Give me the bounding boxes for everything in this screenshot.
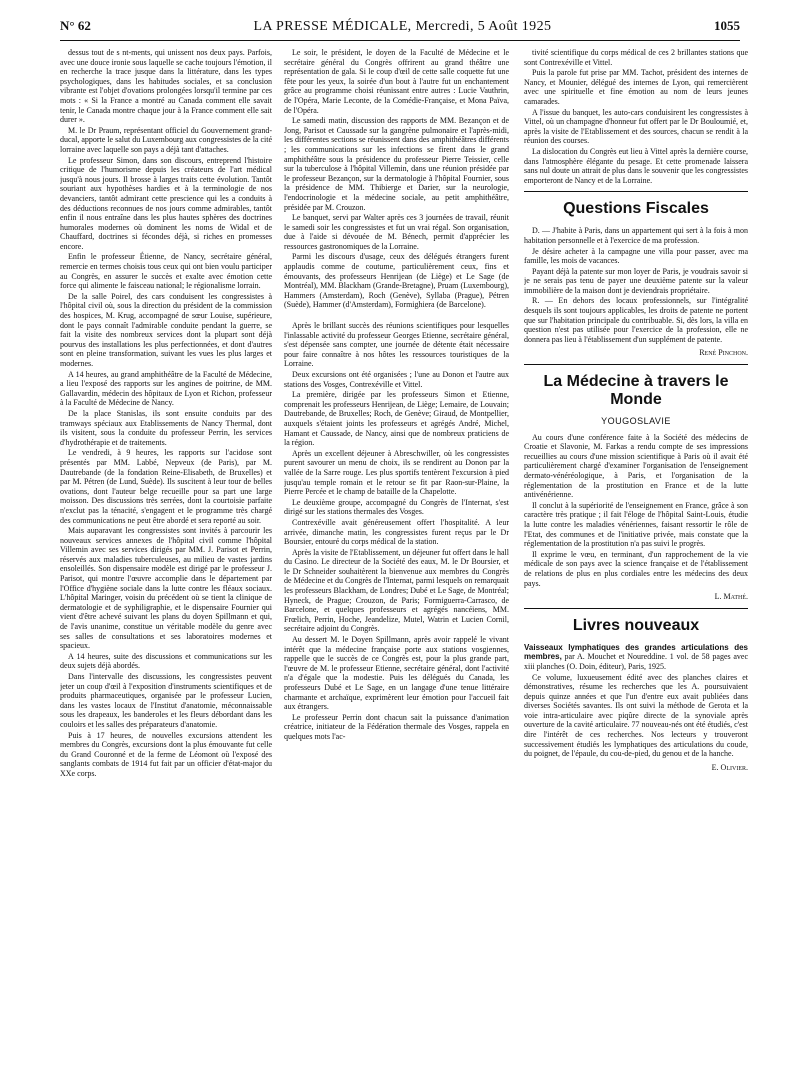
paragraph: D. — J'habite à Paris, dans un appartement qui sert à la fois à mon habitation personnelle et à l'exercice de ma profession. [524,226,748,245]
paragraph: Après la visite de l'Etablissement, un déjeuner fut offert dans le hall du Casino. Le directeur de la Société des eaux, M. le Dr Boursier, et le Dr Schneider souhaitèrent la bienvenue aux membres du Congrès de Médecine et du Congrès de l'Internat, parmi lesquels on remarquait les professeurs Blackham, de Londres; Dubé et Le Sage, de Montréal; Hyneck, de Prague; Crouzon, de Paris; Formiguerra-Carrasco, de Barcelone, et quelques professeurs et agrégés nancéiens, MM. Frœlich, Perrin, Hoche, Jeandelize, Mutel, Watrin et Lucien Cornil, secrétaire adjoint du Congrès. [284,547,509,634]
paragraph: Enfin le professeur Étienne, de Nancy, secrétaire général, remercie en termes choisis tous ceux qui ont bien voulu participer au Congrès, en assurer le succès et exalte avec émotion cette force qui alimente le faisceau national; le régionalisme lorrain. [60,252,272,291]
paragraph: Le banquet, servi par Walter après ces 3 journées de travail, réunit le samedi soir les congressistes et fut un vrai régal. Son organisation, due à l'aide si dévouée de M. Bénech, permit d'apprécier les ressources gastronomiques de la Lorraine. [284,213,509,251]
paragraph: Payant déjà la patente sur mon loyer de Paris, je voudrais savoir si je ne serais pas tenu de payer une deuxième patente sur la valeur immobilière de la maison dont je deviendrais propriétaire. [524,266,748,295]
paragraph: Au cours d'une conférence faite à la Société des médecins de Croatie et Slavonie, M. Farkas a rendu compte de ses impressions recueillies au cours d'une mission scientifique à Paris où il avait été particulièrement chargé d'examiner l'organisation de l'enseignement dermato-vénéréologique, à Paris, et l'organisation de la réglementation de la prostitution en France et de la lutte antivénérienne. [524,432,748,500]
paragraph: A l'issue du banquet, les auto-cars conduisirent les congressistes à Vittel, où un champagne d'honneur fut offert par le Dr Bouloumié, et, après la visite de l'Etablissement et des sources, chacun se rendit à la réunion des courses. [524,107,748,146]
section-divider [524,191,748,192]
book-title: Vaisseaux lymphatiques des grandes articulations des membres, [524,642,748,662]
section-title-livres: Livres nouveaux [572,616,700,634]
paragraph: Le soir, le président, le doyen de la Faculté de Médecine et le secrétaire général du Congrès offrirent au grand théâtre une représentation de gala. Si le coup d'œil de cette salle coquette fut une fête pour les yeux, la soirée d'un bout à l'autre fut un enchantement grâce au programme choisi réunissant entre autres : Lucie Vauthrin, de l'Opéra, Marie Leconte, de la Comédie-Française, et Mona Païva, de l'Opéra. [284,48,509,115]
paragraph: De la place Stanislas, ils sont ensuite conduits par des tramways spéciaux aux Etablissements de Nancy Thermal, dont ils visitent, sous la conduite du professeur Perrin, les services d'hydrothérapie et de traitements. [60,408,272,447]
section-title-medecine: La Médecine à travers le Monde [543,373,729,409]
country-subtitle: YOUGOSLAVIE [601,416,671,427]
paragraph: R. — En dehors des locaux professionnels, sur l'intégralité desquels ils sont toujours applicables, les droits de patente ne portent que sur l'habitation principale du contribuable. Si, dès lors, la villa en question n'est pas utilisée pour l'exercice de la profession, elle ne donnera pas lieu à l'établissement d'un supplément de patente. [524,296,748,344]
paragraph: Le professeur Simon, dans son discours, entreprend l'histoire critique de l'humorisme depuis les créateurs de l'art médical jusqu'à nous jours. Il brosse à larges traits cette évolution. Tantôt souriant aux hypothèses hardies et à la terminologie de nos devanciers, tantôt admirant cette prescience qui les a conduits à des déductions reconnues de nos jours comme admirables, tantôt enfin il nous entraîne dans les plus hautes sphères des doctrines humorales modernes où dominent les noms de Widal et de Chauffard, doctrines si fécondes déjà, si riches en promesses encore. [60,155,272,251]
page-number: 1055 [713,18,740,33]
paragraph: Le professeur Perrin dont chacun sait la puissance d'animation créatrice, initiateur de la Fédération thermale des Vosges, rappela en quelques mots l'ac- [284,712,509,741]
paragraph: La dislocation du Congrès eut lieu à Vittel après la dernière course, dans l'atmosphère élégante du pesage. Et cette promenade laissera sans nul doute un attrait de plus dans le souvenir que les congressistes emporteront de Nancy et de la Lorraine. [524,146,748,185]
paragraph: Après le brillant succès des réunions scientifiques pour lesquelles l'inlassable activité du professeur Georges Etienne, secrétaire général, s'est dépensée sans compter, une journée de détente était nécessaire pour faire connaître à nos hôtes les ressources touristiques de la Lorraine. [284,321,509,369]
paragraph: Ce volume, luxueusement édité avec des planches claires et démonstratives, résume les recherches que les A. poursuivaient depuis quinze années et que l'un d'entre eux avait publiées dans diverses Sociétés savantes. Ils ont suivi la méthode de Gerota et la voie intra-articulaire avec piqûre directe de la synoviale après ouverture de la cavité articulaire. 77 nouveau-nés ont été étudiés, c'est dire l'intérêt de ces recherches. Nos lecteurs y trouveront successivement étudiés les lymphatiques des articulations du coude, du poignet, de l'épaule, du cou-de-pied, du genou et de la hanche. [524,672,748,759]
column-1 [60,48,272,1074]
signature: René Pinchon. [699,348,748,358]
section-divider [524,364,748,365]
paragraph: Le samedi matin, discussion des rapports de MM. Bezançon et de Jong, Parisot et Caussade sur la gangrène pulmonaire et l'après-midi, les différentes sections se réunissent dans des amphithéâtres différents ; les communications sur les infections se firent dans le grand amphithéâtre sous la présidence du professeur Pierre Teissier, celle sur la tuberculose à l'hôpital Villemin, dans une réunion présidée par le professeur Bezançon, sur la dermatologie à l'hôpital Fournier, sous la présidence de MM. Thibierge et Darier, sur la neurologie, l'endocrinologie et la médecine sociale, au petit amphithéâtre, présidée par M. Crouzon. [284,116,509,212]
section-title-fiscal: Questions Fiscales [563,200,709,218]
book-reference: par A. Mouchet et Noureddine. 1 vol. de 58 pages avec xiii planches (O. Doin, éditeur), Paris, 1925. [524,652,748,671]
signature: L. Mathé. [714,592,748,602]
paragraph: tivité scientifique du corps médical de ces 2 brillantes stations que sont Contrexéville et Vittel. [524,48,748,67]
paragraph: Il conclut à la supériorité de l'enseignement en France, grâce à son caractère très pratique ; il fait l'éloge de l'hôpital Saint-Louis, étudie la lutte contre les maladies vénériennes, faisant ressortir le rôle de l'Etat, des communes et de l'initiative privée, mais constate que la réglementation de la prostitution n'a pas suivi le progrès. [524,500,748,549]
spacer [284,311,509,321]
section-divider [524,608,748,609]
paragraph: A 14 heures, suite des discussions et communications sur les deux sujets déjà abordés. [60,651,272,671]
journal-title: LA PRESSE MÉDICALE, Mercredi, 5 Août 1925 [253,19,552,34]
book-entry [524,643,748,672]
signature: E. Olivier. [711,762,748,772]
paragraph: Le deuxième groupe, accompagné du Congrès de l'Internat, s'est dirigé sur les stations thermales des Vosges. [284,497,509,517]
column-2 [284,48,509,1074]
paragraph: Je désire acheter à la campagne une villa pour passer, avec ma famille, les mois de vacances. [524,246,748,266]
paragraph: Mais auparavant les congressistes sont invités à parcourir les nouveaux services annexes de l'hôpital civil comme l'hôpital Villemin avec ses services dirigés par MM. J. Parisot et Perrin, réservés aux maladies tuberculeuses, au milieu de vastes jardins ensoleillés. Son dispensaire modèle est dirigé par le professeur J. Parisot, qui montre l'œuvre accomplie dans le département par l'Office d'hygiène sociale dans la lutte contre les fléaux sociaux. L'hôpital Maringer, voisin du précédent où se tient la clinique de dermatologie et de syphiligraphie, et le dispensaire Fournier qui vient d'être achevé suivant les plans du doyen Spillmann et qui, de l'avis unanime, constitue un véritable modèle du genre avec ses salles de consultations et ses laboratoires modernes et spacieux. [60,526,272,651]
page-header [60,18,740,41]
paragraph: Deux excursions ont été organisées ; l'une au Donon et l'autre aux stations des Vosges, Contrexéville et Vittel. [284,370,509,389]
paragraph: Il exprime le vœu, en terminant, d'un rapprochement de la vie médicale de son pays avec la science française et de l'établissement de relations de plus en plus cordiales entre les médecins des deux pays. [524,549,748,588]
paragraph: Puis la parole fut prise par MM. Tachot, président des internes de Nancy, et Mounier, délégué des internes de Lyon, qui remercièrent avec une spirituelle et fine émotion au nom de leurs jeunes camarades. [524,68,748,106]
paragraph: Au dessert M. le Doyen Spillmann, après avoir rappelé le vivant intérêt que la médecine française porte aux stations vosgiennes, rappelle que le succès de ce Congrès est, pour la plus grande part, l'œuvre de M. le professeur Etienne, secrétaire général, dont l'activité n'a d'égale que la modestie. Puis les délégués du Canada, les professeurs Dubé et Le Sage, en un langage d'une tenue littéraire charmante et archaïque, exprimèrent leur émotion pour l'accueil fait aux étrangers. [284,635,509,712]
paragraph: Puis à 17 heures, de nouvelles excursions attendent les membres du Congrès, excursions dont la plus émouvante fut celle du Grand Couronné et de la ferme de Léomont où l'exposé des sanglants combats de 1914 fut fait par un officier d'état-major du XXe corps. [60,730,272,778]
column-3 [524,48,748,1074]
paragraph: Parmi les discours d'usage, ceux des délégués étrangers furent applaudis comme de coutume, particulièrement ceux, fins et émouvants, des professeurs Henrijean (de Liège) et Le Sage (de Montréal), MM. Blackham (Grande-Bretagne), Pruam (Luxembourg), Hammers (Amsterdam), Roch (Genève), Syllaba (Prague), Pétren (Suède), Hammer (d'Amsterdam), Formighiera (de Barcelone). [284,252,509,310]
paragraph: dessus tout de s nt-ments, qui unissent nos deux pays. Parfois, avec une douce ironie sous laquelle se cache toujours l'émotion, il en recherche la trace jusque dans la littérature, dans les types psychologiques, dans les habitudes sociales, et sa conclusion vibrante est l'objet d'ovations prolongées lorsqu'il termine par ces mots : « Si la France a montré au Canada comment elle savait tenir, le Canada montre chaque jour à la France comment elle sait durer ». [60,48,272,125]
paragraph: De la salle Poirel, des cars conduisent les congressistes à l'hôpital civil où, sous la direction du président de la commission des hospices, M. Krug, accompagné de sœur Louise, supérieure, dont le pays connaît l'admirable conduite pendant la guerre, se fait la visite des nombreux services dont la plupart sont déjà pourvus des installations les plus perfectionnées, et dont d'autres sont en pleine transformation, suivant les vues les plus larges et modernes. [60,291,272,368]
paragraph: A 14 heures, au grand amphithéâtre de la Faculté de Médecine, a lieu l'exposé des rapports sur les angines de poitrine, de MM. Gallavardin, médecin des hôpitaux de Lyon et Richon, professeur à la Faculté de Médecine de Nancy. [60,369,272,408]
paragraph: Le vendredi, à 9 heures, les rapports sur l'acidose sont présentés par MM. Labbé, Nepveux (de Paris), par M. Dautrebande (de la fondation Reine-Elisabeth, de Bruxelles) et par M. Pétren (de Lund, Suède). Ils suscitent à leur tour de belles ovations, dont l'auteur belge recueille pour sa part une large moisson. Des discussions très serrées, dont la courtoisie parfaite n'exclut pas la ténacité, s'engagent et le programme très chargé des communications ne peut être abordé et sera reporté au soir. [60,448,272,525]
paragraph: La première, dirigée par les professeurs Simon et Etienne, comprenait les professeurs Henrijean, de Liège; Lemaire, de Louvain; Dautrebande, de Bruxelles; Roch, de Genève; Giraud, de Montpellier, auxquels s'étaient joints les professeurs et agrégés André, Michel, Hamant et Caussade, de Nancy, ainsi que de nombreux praticiens de la région. [284,390,509,448]
issue-number: N° 62 [60,18,91,33]
paragraph: Contrexéville avait généreusement offert l'hospitalité. A leur arrivée, dimanche matin, les congressistes furent reçus par le Dr Boursier, entouré du corps médical de la station. [284,517,509,547]
paragraph: Après un excellent déjeuner à Abreschwiller, où les congressistes purent savourer un menu de choix, ils se rendirent au Donon par la vallée de la Sarre rouge. Les plus sportifs tentèrent l'excursion à pied jusqu'au temple romain et le retour se fit par Raon-sur-Plaine, la Pierre Percée et le champ de bataille de la Chapelotte. [284,448,509,497]
paragraph: Dans l'intervalle des discussions, les congressistes peuvent jeter un coup d'œil à l'exposition d'instruments scientifiques et de produits pharmaceutiques, organisée par le professeur Lucien, dans les vastes locaux de l'Institut d'anatomie, méconnaissable sous les drapeaux, les banderoles et les fleurs débordant dans les couloirs et les salles des préparateurs d'anatomie. [60,672,272,729]
paragraph: M. le Dr Praum, représentant officiel du Gouvernement grand-ducal, apporte le salut du Luxembourg aux congressistes de la cité lorraine avec laquelle son pays a déjà tant d'attaches. [60,125,272,154]
